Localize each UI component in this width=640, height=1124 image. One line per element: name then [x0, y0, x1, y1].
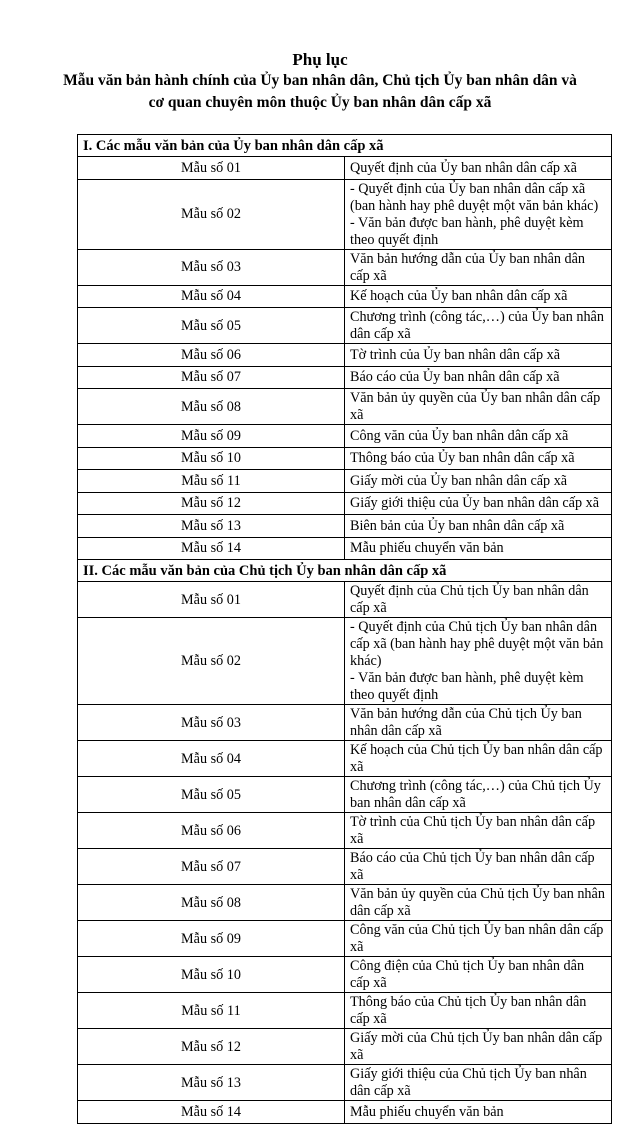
template-description — [345, 537, 612, 560]
table-row — [78, 389, 612, 425]
table-row — [78, 993, 612, 1029]
table-row — [78, 308, 612, 344]
description-line: - Quyết định của Ủy ban nhân dân cấp xã (ban hành hay phê duyệt một văn bản khác) — [350, 180, 599, 214]
template-code: Mẫu số 11 — [78, 993, 345, 1029]
template-description — [345, 582, 612, 618]
template-code: Mẫu số 04 — [78, 741, 345, 777]
template-code: Mẫu số 08 — [78, 389, 345, 425]
template-code: Mẫu số 13 — [78, 515, 345, 538]
template-description — [345, 470, 612, 493]
template-code: Mẫu số 04 — [78, 285, 345, 308]
template-description — [345, 515, 612, 538]
table-row — [78, 249, 612, 285]
description-line: Giấy mời của Ủy ban nhân dân cấp xã — [350, 472, 568, 489]
template-code: Mẫu số 06 — [78, 344, 345, 367]
description-line: Công văn của Ủy ban nhân dân cấp xã — [350, 427, 569, 444]
template-list-body — [78, 135, 612, 1124]
table-row — [78, 344, 612, 367]
table-row — [78, 705, 612, 741]
template-description — [345, 249, 612, 285]
template-code: Mẫu số 03 — [78, 249, 345, 285]
table-row — [78, 515, 612, 538]
template-description — [345, 157, 612, 180]
description-line: Tờ trình của Chủ tịch Ủy ban nhân dân cấp xã — [350, 814, 596, 847]
template-code: Mẫu số 06 — [78, 813, 345, 849]
template-description — [345, 308, 612, 344]
section-title: II. Các mẫu văn bản của Chủ tịch Ủy ban nhân dân cấp xã — [78, 560, 612, 582]
description-line: Mẫu phiếu chuyển văn bản — [350, 540, 504, 557]
template-code: Mẫu số 01 — [78, 582, 345, 618]
description-line: Thông báo của Ủy ban nhân dân cấp xã — [350, 450, 575, 467]
section-title: I. Các mẫu văn bản của Ủy ban nhân dân cấp xã — [78, 135, 612, 157]
template-code: Mẫu số 09 — [78, 425, 345, 448]
description-line: Công văn của Chủ tịch Ủy ban nhân dân cấp xã — [350, 922, 604, 955]
template-list-table — [77, 134, 612, 1124]
table-row — [78, 777, 612, 813]
table-row — [78, 618, 612, 705]
table-row — [78, 885, 612, 921]
appendix-title: Phụ lục — [292, 50, 348, 69]
table-row — [78, 285, 612, 308]
template-description — [345, 921, 612, 957]
description-line: - Quyết định của Chủ tịch Ủy ban nhân dân cấp xã (ban hành hay phê duyệt một văn bản khác) — [350, 619, 604, 669]
description-line: Tờ trình của Ủy ban nhân dân cấp xã — [350, 346, 560, 363]
template-code: Mẫu số 02 — [78, 618, 345, 705]
table-row — [78, 1065, 612, 1101]
description-line: Văn bản hướng dẫn của Chủ tịch Ủy ban nhân dân cấp xã — [350, 706, 582, 739]
template-description — [345, 813, 612, 849]
description-line: Văn bản ủy quyền của Chủ tịch Ủy ban nhân dân cấp xã — [350, 886, 605, 919]
table-row — [78, 447, 612, 470]
table-row — [78, 492, 612, 515]
appendix-subtitle-line-2: cơ quan chuyên môn thuộc Ủy ban nhân dân cấp xã — [148, 94, 492, 111]
table-row — [78, 957, 612, 993]
table-row — [78, 157, 612, 180]
template-code: Mẫu số 11 — [78, 470, 345, 493]
description-line: Giấy giới thiệu của Ủy ban nhân dân cấp xã — [350, 495, 600, 512]
description-line: - Văn bản được ban hành, phê duyệt kèm theo quyết định — [350, 670, 584, 703]
template-code: Mẫu số 05 — [78, 777, 345, 813]
template-description — [345, 285, 612, 308]
template-description — [345, 705, 612, 741]
table-row — [78, 921, 612, 957]
template-description — [345, 957, 612, 993]
template-code: Mẫu số 05 — [78, 308, 345, 344]
table-row — [78, 470, 612, 493]
template-description — [345, 344, 612, 367]
template-description — [345, 1029, 612, 1065]
template-description — [345, 1065, 612, 1101]
description-line: Thông báo của Chủ tịch Ủy ban nhân dân cấp xã — [350, 994, 587, 1027]
description-line: Văn bản ủy quyền của Ủy ban nhân dân cấp xã — [350, 390, 601, 423]
template-description — [345, 741, 612, 777]
description-line: Kế hoạch của Chủ tịch Ủy ban nhân dân cấp xã — [350, 742, 603, 775]
template-description — [345, 425, 612, 448]
description-line: Công điện của Chủ tịch Ủy ban nhân dân cấp xã — [350, 958, 585, 991]
template-code: Mẫu số 14 — [78, 537, 345, 560]
table-row — [78, 849, 612, 885]
template-description — [345, 492, 612, 515]
table-row — [78, 813, 612, 849]
template-description — [345, 447, 612, 470]
template-description — [345, 366, 612, 389]
description-line: Báo cáo của Chủ tịch Ủy ban nhân dân cấp xã — [350, 850, 595, 883]
table-row — [78, 425, 612, 448]
template-code: Mẫu số 03 — [78, 705, 345, 741]
section-header-row — [78, 560, 612, 582]
description-line: Chương trình (công tác,…) của Ủy ban nhân dân cấp xã — [350, 309, 604, 342]
template-description — [345, 618, 612, 705]
description-line: Chương trình (công tác,…) của Chủ tịch Ủy ban nhân dân cấp xã — [350, 778, 601, 811]
table-row — [78, 1101, 612, 1124]
template-description — [345, 1101, 612, 1124]
template-code: Mẫu số 07 — [78, 849, 345, 885]
description-line: Biên bản của Ủy ban nhân dân cấp xã — [350, 517, 565, 534]
table-row — [78, 179, 612, 249]
template-description — [345, 777, 612, 813]
description-line: Kế hoạch của Ủy ban nhân dân cấp xã — [350, 288, 568, 305]
template-description — [345, 179, 612, 249]
template-code: Mẫu số 09 — [78, 921, 345, 957]
appendix-subtitle-line-1: Mẫu văn bản hành chính của Ủy ban nhân dân, Chủ tịch Ủy ban nhân dân và — [63, 72, 577, 89]
description-line: Giấy giới thiệu của Chủ tịch Ủy ban nhân dân cấp xã — [350, 1066, 587, 1099]
table-row — [78, 366, 612, 389]
table-row — [78, 1029, 612, 1065]
template-code: Mẫu số 02 — [78, 179, 345, 249]
section-header-row — [78, 135, 612, 157]
description-line: - Văn bản được ban hành, phê duyệt kèm theo quyết định — [350, 214, 584, 248]
template-code: Mẫu số 01 — [78, 157, 345, 180]
description-line: Quyết định của Ủy ban nhân dân cấp xã — [350, 159, 577, 176]
table-row — [78, 537, 612, 560]
description-line: Giấy mời của Chủ tịch Ủy ban nhân dân cấp xã — [350, 1030, 603, 1063]
template-code: Mẫu số 10 — [78, 957, 345, 993]
description-line: Quyết định của Chủ tịch Ủy ban nhân dân cấp xã — [350, 583, 589, 616]
template-description — [345, 849, 612, 885]
template-description — [345, 389, 612, 425]
description-line: Văn bản hướng dẫn của Ủy ban nhân dân cấp xã — [350, 250, 586, 284]
table-row — [78, 582, 612, 618]
description-line: Mẫu phiếu chuyển văn bản — [350, 1103, 504, 1120]
template-description — [345, 885, 612, 921]
template-code: Mẫu số 12 — [78, 492, 345, 515]
template-description — [345, 993, 612, 1029]
template-code: Mẫu số 13 — [78, 1065, 345, 1101]
template-code: Mẫu số 10 — [78, 447, 345, 470]
description-line: Báo cáo của Ủy ban nhân dân cấp xã — [350, 369, 560, 386]
table-row — [78, 741, 612, 777]
template-code: Mẫu số 08 — [78, 885, 345, 921]
template-code: Mẫu số 12 — [78, 1029, 345, 1065]
template-code: Mẫu số 14 — [78, 1101, 345, 1124]
template-code: Mẫu số 07 — [78, 366, 345, 389]
